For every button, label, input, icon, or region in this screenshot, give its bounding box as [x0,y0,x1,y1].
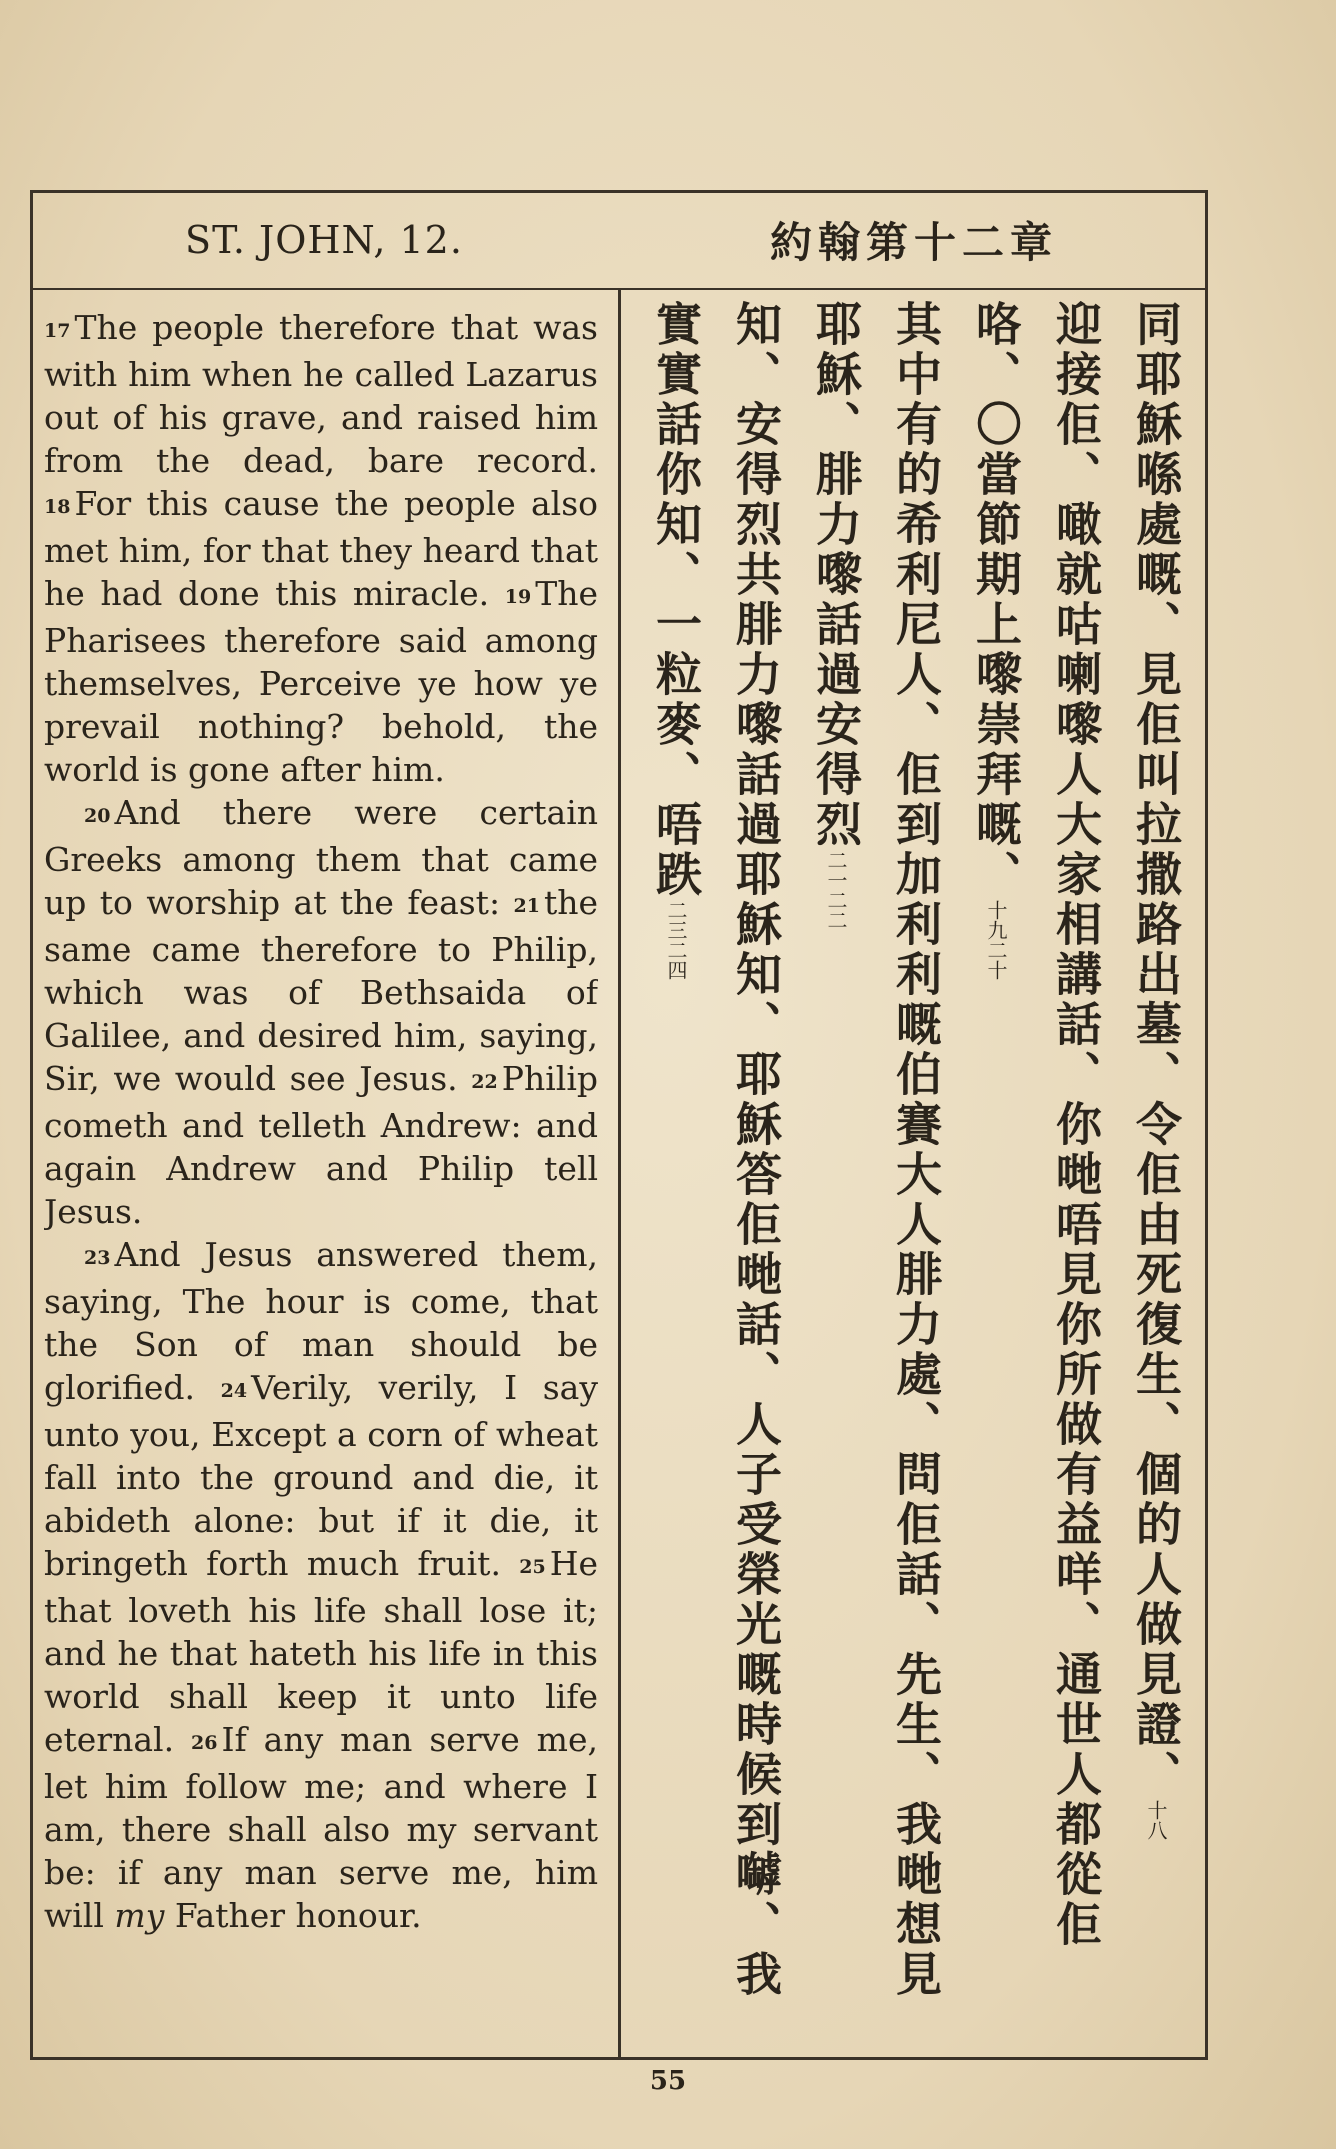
page-header [30,190,1208,290]
verse-number-23: 23 [84,1247,111,1269]
chinese-line-3 [796,300,956,2040]
chinese-verse-number-18: 十八 [1144,1800,1168,1840]
verse-number-26: 26 [191,1732,218,1754]
verse-text-19: The Pharisees therefore said among themselves, Perceive ye how ye prevail nothing? behold, the world is gone after him. [44,574,598,789]
chinese-text-4: 知、安得烈共腓力嚟話過耶穌知、耶穌答佢哋話、人子受榮光嘅時候到嚹、我實實話你知、一粒麥、唔跌 [649,300,783,2000]
verse-text-21: the same came therefore to Philip, which was of Bethsaida of Galilee, and desired him, saying, Sir, we would see Jesus. [44,883,598,1098]
verse-text-20: And there were certain Greeks among them that came up to worship at the feast: [44,793,598,922]
chinese-running-head: 約翰第十二章 [769,218,1058,267]
english-paragraph-2 [44,791,598,1233]
verse-number-17: 17 [44,320,71,342]
verse-number-24: 24 [220,1380,248,1402]
chinese-verse-number-24: 二四 [664,940,688,980]
chinese-text-2: 迎接佢、噉就咕喇嚟人大家相講話、你哋唔見你所做有益咩、通世人都從佢咯、〇當節期上嚟崇拜嘅、 [969,300,1103,1950]
verse-text-18: For this cause the people also met him, for that they heard that he had done this miracle. [44,484,598,613]
chinese-verse-number-20: 二十 [984,940,1008,980]
verse-text-24: Verily, verily, I say unto you, Except a corn of wheat fall into the ground and die, it abideth alone: but if it die, it bringeth forth much fruit. [44,1368,598,1583]
chinese-line-2 [956,300,1116,2040]
english-column [44,306,598,2036]
chinese-line-4 [636,300,796,2040]
verse-text-26-italic: my [114,1896,165,1935]
english-running-head: ST. JOHN, 12. [185,218,463,262]
english-paragraph-1 [44,306,598,791]
verse-text-26c: Father honour. [174,1896,422,1935]
chinese-verse-number-23: 二三 [664,900,688,940]
chinese-verse-number-19: 十九 [984,900,1008,940]
verse-text-23: And Jesus answered them, saying, The hour is come, that the Son of man should be glorified. [44,1235,598,1407]
verse-number-20: 20 [84,805,111,827]
chinese-text-3: 其中有的希利尼人、佢到加利利嘅伯賽大人腓力處、問佢話、先生、我哋想見耶穌、腓力嚟話過安得烈 [809,300,943,2000]
verse-text-26a: If any man serve me, let him follow me; and where I am, there shall also my servant be: if any man serve me, him will [44,1720,598,1935]
column-divider [618,290,621,2060]
verse-number-22: 22 [471,1071,498,1093]
page-number: 55 [649,2066,687,2096]
verse-text-22: Philip cometh and telleth Andrew: and again Andrew and Philip tell Jesus. [44,1059,598,1231]
verse-number-18: 18 [44,496,71,518]
chinese-verse-number-22: 二二 [824,890,848,930]
chinese-line-1 [1116,300,1196,2040]
verse-number-21: 21 [513,895,540,917]
verse-text-25: He that loveth his life shall lose it; and he that hateth his life in this world shall keep it unto life eternal. [44,1544,598,1759]
english-paragraph-3 [44,1233,598,1937]
chinese-text-1: 同耶穌喺處嘅、見佢叫拉撒路出墓、令佢由死復生、個的人做見證、 [1129,300,1183,1800]
chinese-verse-number-21: 二一 [824,850,848,890]
verse-number-25: 25 [519,1556,546,1578]
verse-text-17: The people therefore that was with him when he called Lazarus out of his grave, and raised him from the dead, bare record. [44,308,598,480]
chinese-column [636,300,1196,2040]
verse-number-19: 19 [504,586,532,608]
